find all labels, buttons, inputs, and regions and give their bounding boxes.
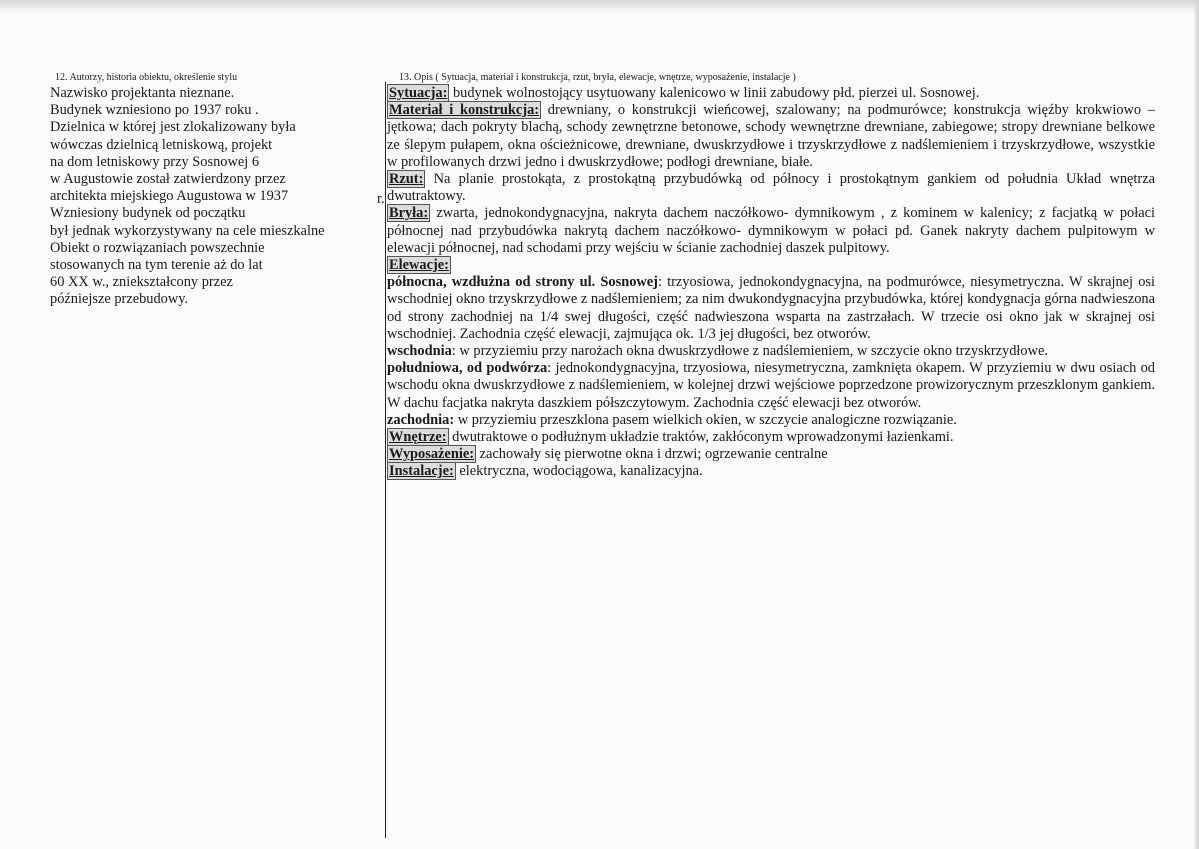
wschodnia-label: wschodnia <box>387 343 452 360</box>
bryla-paragraph <box>387 205 1155 257</box>
instalacje-label: Instalacje: <box>389 463 454 480</box>
zachodnia-label: zachodnia: <box>387 411 455 428</box>
history-line: Wzniesiony budynek od początku <box>50 205 246 222</box>
history-line: wówczas dzielnicą letniskową, projekt <box>50 136 273 153</box>
wnetrze-label: Wnętrze: <box>389 429 447 446</box>
history-line: stosowanych na tym terenie aż do lat <box>50 257 263 274</box>
rzut-label: Rzut: <box>389 171 424 188</box>
sytuacja-paragraph <box>387 85 1155 102</box>
history-line: Dzielnica w której jest zlokalizowany była <box>50 119 296 136</box>
zachodnia-text: w przyziemiu przeszklona pasem wielkich okien, w szczycie analogiczne rozwiązanie. <box>454 411 957 428</box>
wyposazenie-label: Wyposażenie: <box>389 446 475 463</box>
instalacje-paragraph <box>387 463 1155 480</box>
poludniowa-label: południowa, od podwórza <box>387 360 548 377</box>
elewacje-heading <box>387 257 1155 274</box>
poludniowa-text: : jednokondygnacyjna, trzyosiowa, niesymetryczna, zamknięta okapem. W przyziemiu w dwu osiach od wschodu okna dwuskrzydłowe z nadślemieniem, w kolejnej drzwi wejściowe poprzedzone prowizorycznym przeszklonym gankiem. W dachu facjatka nakryta daszkiem półszczytowym. Zachodnia część elewacji bez otworów. <box>387 360 1155 411</box>
material-paragraph <box>387 102 1155 171</box>
material-label: Materiał i konstrukcja: <box>389 102 540 119</box>
wyposazenie-text: zachowały się pierwotne okna i drzwi; ogrzewanie centralne <box>476 446 828 463</box>
column-divider <box>385 82 386 838</box>
wnetrze-paragraph <box>387 429 1155 446</box>
elewacja-wschodnia <box>387 343 1155 360</box>
bryla-text: zwarta, jednokondygnacyjna, nakryta dachem naczółkowo- dymnikowym , z kominem w kalenicy; z facjatką w połaci północnej nad przybudówka nakrytą dachem naczółkowo- dymnikowym w połaci pd. Ganek nakryty dachem pulpitowym w elewacji północnej, nad schodami przy wejściu w ścianie zachodniej daszek pulpitowy. <box>387 205 1155 256</box>
history-heading: 12. Autorzy, historia obiektu, określenie stylu <box>55 72 238 83</box>
history-line: był jednak wykorzystywany na cele mieszkalne <box>50 222 325 239</box>
history-line: w Augustowie został zatwierdzony przez <box>50 171 286 188</box>
history-line: Budynek wzniesiono po 1937 roku . <box>50 102 259 119</box>
elewacja-zachodnia <box>387 412 1155 429</box>
wnetrze-text: dwutraktowe o podłużnym układzie traktów, zakłóconym wprowadzonymi łazienkami. <box>448 429 954 446</box>
rzut-text: Na planie prostokąta, z prostokątną przybudówką od północy i prostokątnym gankiem od południa Układ wnętrza dwutraktowy. <box>387 171 1155 205</box>
elewacja-poludniowa <box>387 360 1155 412</box>
wschodnia-text: : w przyziemiu przy narożach okna dwuskrzydłowe z nadślemieniem, w szczycie okno trzyskrzydłowe. <box>451 343 1048 360</box>
sytuacja-text: budynek wolnostojący usytuowany kalenicowo w linii zabudowy płd. pierzei ul. Sosnowej. <box>449 85 980 101</box>
bryla-label: Bryła: <box>389 205 429 222</box>
scan-edge-top <box>0 0 1199 14</box>
polnocna-text: : trzyosiowa, jednokondygnacyjna, na podmurówce, niesymetryczna. W skrajnej osi wschodniej okno trzyskrzydłowe z nadślemieniem; za nim dwukondygnacyjna przybudówka, której kondygnacja górna nadwieszona od strony zachodniej na 1/4 swej długości, część nadwieszona wsparta na zastrzałach. W trzecie osi okno jak w skrajnej osi wschodniej. Zachodnia część elewacji, zajmująca ok. 1/3 jej długości, bez otworów. <box>387 274 1155 342</box>
material-text: drewniany, o konstrukcji wieńcowej, szalowany; na podmurówce; konstrukcja więźby krokwiowo – jętkowa; dach pokryty blachą, schody zewnętrzne betonowe, schody wewnętrzne drewniane, zabiegowe; stropy drewniane belkowe ze ślepym pułapem, okna ościeżnicowe, drewniane, dwuskrzydłowe i trzyskrzydłowe z nadślemieniem i trzyskrzydłowe, wszystkie w profilowanych drzwi jedno i dwuskrzydłowe; podłogi drewniane, białe. <box>387 102 1156 170</box>
history-line: późniejsze przebudowy. <box>50 291 189 308</box>
history-line: Obiekt o rozwiązaniach powszechnie <box>50 239 265 256</box>
description-column <box>387 71 1155 481</box>
wyposazenie-paragraph <box>387 446 1155 463</box>
history-line: architekta miejskiego Augustowa w 1937 <box>50 188 289 205</box>
sytuacja-label: Sytuacja: <box>389 85 448 101</box>
rzut-paragraph <box>387 171 1155 205</box>
year-suffix: r. <box>377 191 385 207</box>
elewacja-polnocna <box>387 274 1155 343</box>
history-column <box>50 71 362 309</box>
scan-edge-right <box>1193 0 1199 849</box>
description-heading: 13. Opis ( Sytuacja, materiał i konstrukcja, rzut, bryła, elewacje, wnętrze, wyposażenie, instalacje ) <box>399 72 796 83</box>
history-line: na dom letniskowy przy Sosnowej 6 <box>50 153 260 170</box>
history-line: 60 XX w., zniekształcony przez <box>50 274 233 291</box>
polnocna-label: północna, wzdłużna od strony ul. Sosnowej <box>387 274 658 291</box>
elewacje-label: Elewacje: <box>389 257 449 274</box>
history-line: Nazwisko projektanta nieznane. <box>50 85 235 101</box>
instalacje-text: elektryczna, wodociągowa, kanalizacyjna. <box>455 463 703 480</box>
